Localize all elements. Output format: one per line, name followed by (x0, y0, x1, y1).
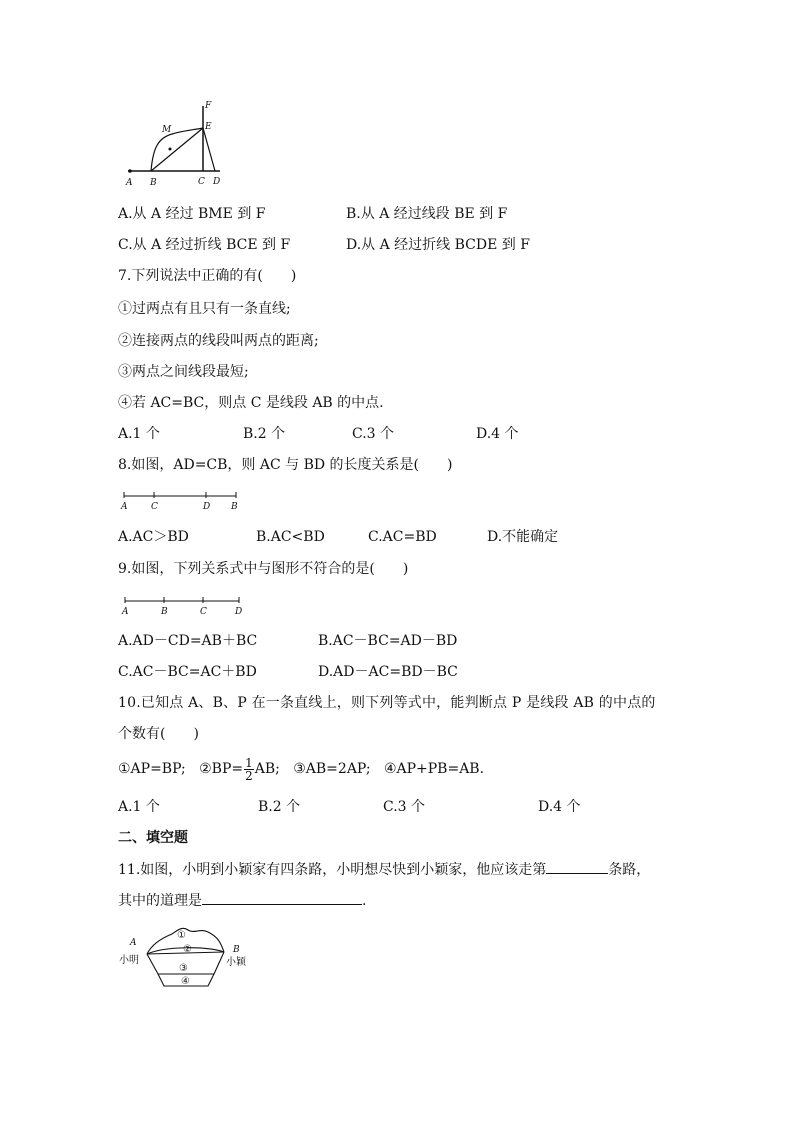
q8-label-B: B (231, 502, 238, 512)
label-M: M (162, 125, 172, 135)
label-D: D (213, 177, 221, 187)
q6-option-b: B.从 A 经过线段 BE 到 F (346, 206, 508, 222)
section-title-fill-blank: 二、填空题 (118, 830, 188, 846)
q11-line2-suffix: . (362, 893, 367, 909)
q9-label-C: C (200, 607, 207, 617)
q9-label-B: B (161, 607, 168, 617)
route-left-name: 小明 (119, 955, 139, 966)
route-1-label: ① (177, 930, 186, 941)
q8-label-A: A (121, 502, 128, 512)
q6-option-d: D.从 A 经过折线 BCDE 到 F (346, 237, 530, 253)
route-2-label: ② (183, 944, 192, 955)
q9-option-c: C.AC－BC=AC＋BD (118, 664, 257, 680)
q8-option-b: B.AC<BD (256, 529, 325, 545)
q11-line1 (118, 859, 650, 880)
q6-option-a: A.从 A 经过 BME 到 F (118, 206, 266, 222)
q10-eq2-suffix: AB; (254, 761, 280, 777)
q7-stem: 7.下列说法中正确的有( ) (118, 268, 297, 284)
q10-stem-line1: 10.已知点 A、B、P 在一条直线上，则下列等式中，能判断点 P 是线段 AB 的中点的 (118, 695, 656, 711)
q7-option-b: B.2 个 (243, 426, 286, 442)
q9-label-A: A (122, 607, 129, 617)
q8-option-c: C.AC=BD (368, 529, 437, 545)
q10-eq3: ③AB=2AP; (293, 761, 371, 777)
q7-option-c: C.3 个 (352, 426, 395, 442)
label-C: C (198, 177, 205, 187)
q10-stem-line2: 个数有( ) (118, 726, 199, 742)
q8-label-C: C (151, 502, 158, 512)
label-B: B (150, 178, 157, 188)
q11-line1-suffix: 条路， (608, 862, 651, 878)
q9-segment-figure (118, 593, 250, 619)
q8-option-d: D.不能确定 (487, 529, 559, 545)
q11-line1-prefix: 11.如图，小明到小颖家有四条路，小明想尽快到小颖家，他应该走第 (118, 862, 547, 878)
q10-option-c: C.3 个 (383, 799, 426, 815)
q9-stem: 9.如图，下列关系式中与图形不符合的是( ) (118, 561, 409, 577)
route-right-letter: B (233, 945, 240, 955)
q10-equations (118, 752, 484, 786)
route-3-label: ③ (179, 963, 188, 974)
q7-option-a: A.1 个 (118, 426, 160, 442)
route-left-letter: A (130, 938, 137, 948)
q10-eq2-prefix: ②BP= (199, 761, 244, 777)
q10-eq1: ①AP=BP; (118, 761, 186, 777)
q8-segment-figure (118, 488, 248, 514)
q7-option-d: D.4 个 (476, 426, 519, 442)
q7-statement-4: ④若 AC=BC，则点 C 是线段 AB 的中点. (118, 395, 384, 411)
q10-eq4: ④AP+PB=AB. (383, 761, 485, 777)
q9-option-b: B.AC－BC=AD－BD (318, 633, 458, 649)
q10-option-d: D.4 个 (538, 799, 581, 815)
q9-label-D: D (235, 607, 243, 617)
one-half-fraction: $\frac{1}{2}$ (245, 755, 253, 783)
q8-option-a: A.AC＞BD (118, 529, 189, 545)
q11-answer-blank-1[interactable] (546, 859, 608, 874)
q11-line2 (118, 890, 366, 911)
q8-stem: 8.如图，AD=CB，则 AC 与 BD 的长度关系是( ) (118, 457, 453, 473)
q7-statement-2: ②连接两点的线段叫两点的距离; (118, 333, 319, 349)
label-A: A (126, 178, 133, 188)
q6-option-c: C.从 A 经过折线 BCE 到 F (118, 237, 291, 253)
label-E: E (205, 122, 212, 132)
q9-option-d: D.AD－AC=BD－BC (318, 664, 458, 680)
path-figure (120, 98, 230, 190)
q11-answer-blank-2[interactable] (202, 890, 362, 905)
q10-option-b: B.2 个 (258, 799, 301, 815)
route-right-name: 小颖 (226, 957, 246, 968)
q8-label-D: D (203, 502, 211, 512)
q7-statement-3: ③两点之间线段最短; (118, 364, 249, 380)
q11-line2-prefix: 其中的道理是 (118, 893, 202, 909)
q10-option-a: A.1 个 (118, 799, 160, 815)
route-4-label: ④ (181, 976, 190, 987)
q7-statement-1: ①过两点有且只有一条直线; (118, 301, 291, 317)
q9-option-a: A.AD－CD=AB＋BC (118, 633, 258, 649)
routes-figure (116, 922, 256, 992)
label-F: F (205, 101, 212, 111)
